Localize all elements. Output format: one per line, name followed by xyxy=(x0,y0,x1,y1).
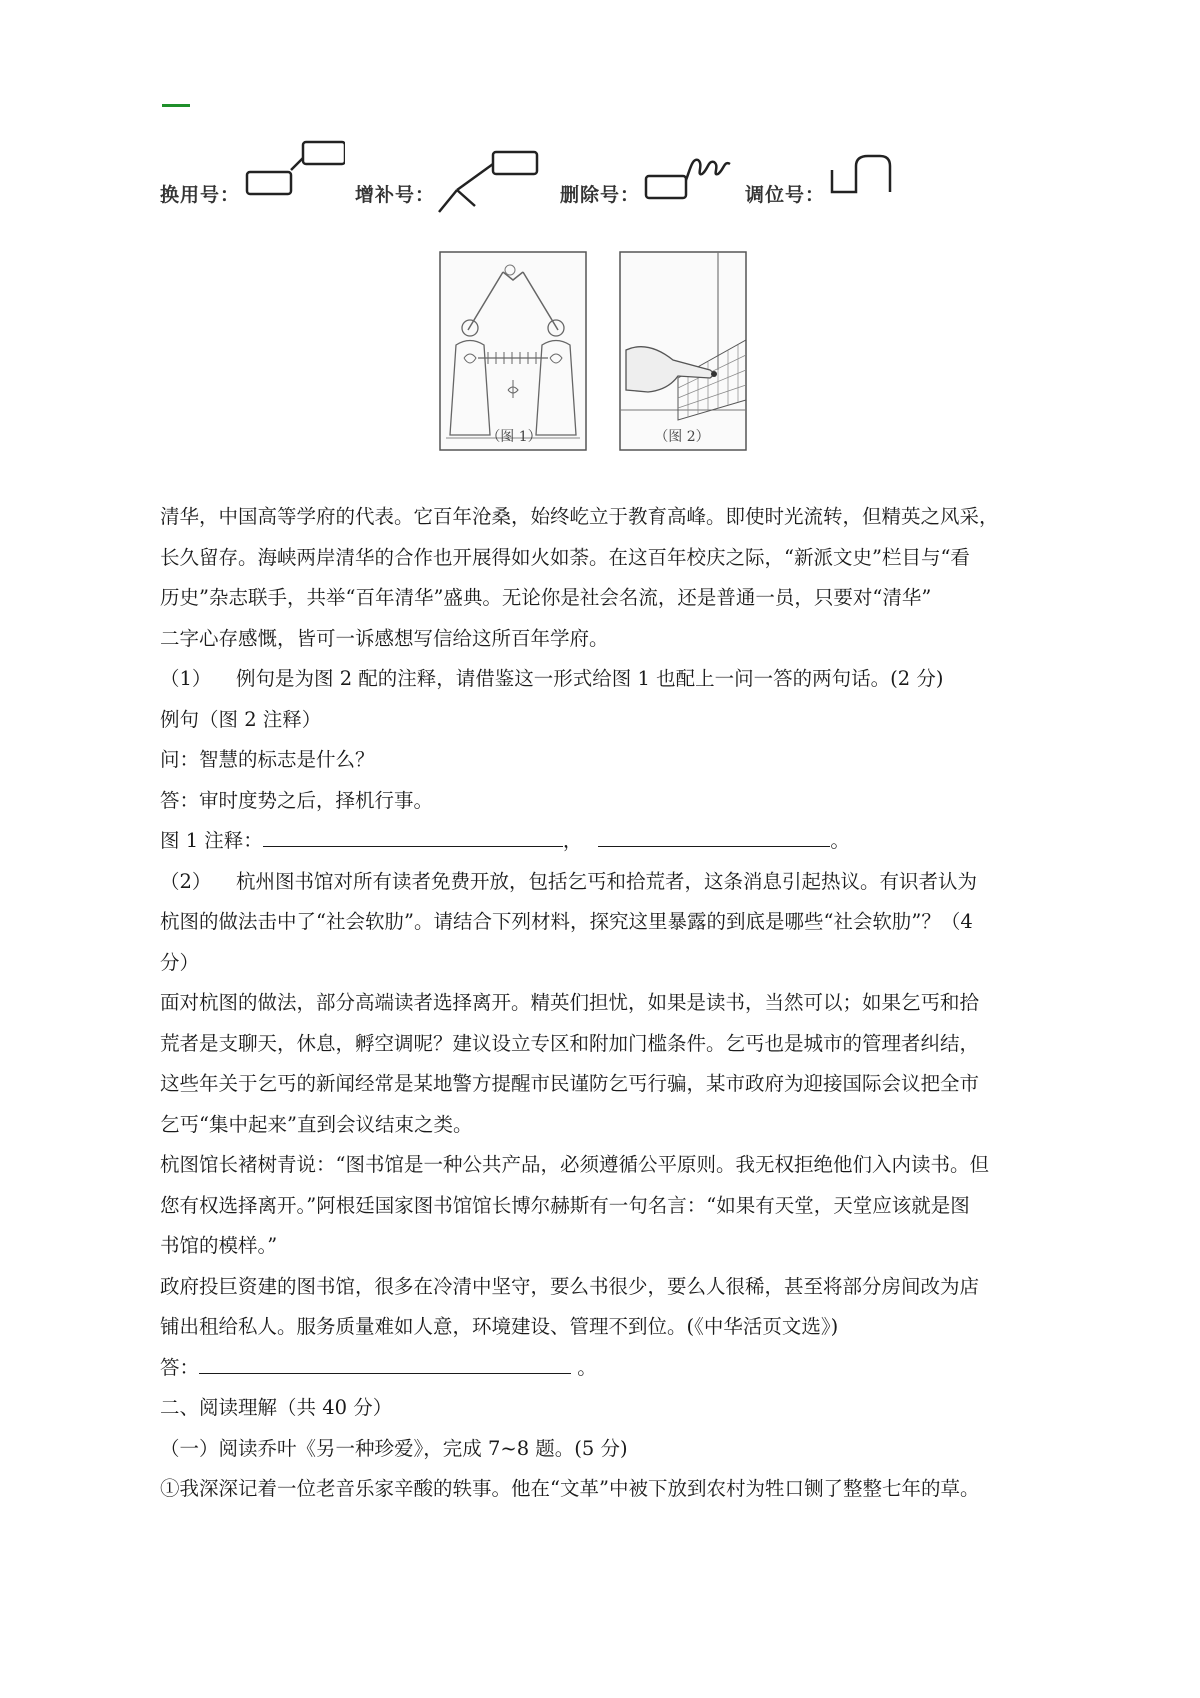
proofreading-marks-row xyxy=(160,140,960,230)
intro-line: 二字心存感慨，皆可一诉感想写信给这所百年学府。 xyxy=(160,626,609,650)
question-1-prompt: 例句是为图 2 配的注释，请借鉴这一形式给图 1 也配上一问一答的两句话。(2 分) xyxy=(236,667,944,690)
intro-line: 长久留存。海峡两岸清华的合作也开展得如火如荼。在这百年校庆之际，“新派文史”栏目与“看 xyxy=(160,545,970,569)
answer-blank-answer[interactable] xyxy=(598,826,830,847)
green-dash-mark xyxy=(162,104,190,107)
material-line: 这些年关于乞丐的新闻经常是某地警方提醒市民谨防乞丐行骗，某市政府为迎接国际会议把全市 xyxy=(160,1072,980,1095)
material-line: 杭图馆长褚树青说：“图书馆是一种公共产品，必须遵循公平原则。我无权拒绝他们入内读书。但 xyxy=(160,1153,989,1176)
answer-comma: ， xyxy=(562,829,583,852)
figures-area xyxy=(430,250,800,485)
document-body xyxy=(160,497,1055,1510)
reading-first-line: ①我深深记着一位老音乐家辛酸的轶事。他在“文革”中被下放到农村为牲口铡了整整七年的草。 xyxy=(160,1477,980,1500)
material-line: 铺出租给私人。服务质量难如人意，环境建设、管理不到位。(《中华活页文选》) xyxy=(160,1315,839,1338)
intro-line: 清华，中国高等学府的代表。它百年沧桑，始终屹立于教育高峰。即使时光流转，但精英之风采， xyxy=(160,505,999,528)
example-title: 例句（图 2 注释） xyxy=(160,707,322,731)
question-2-prompt-line: 杭图的做法击中了“社会软肋”。请结合下列材料，探究这里暴露的到底是哪些“社会软肋”？（4 xyxy=(160,910,973,933)
answer-period: 。 xyxy=(830,829,850,852)
figure-1-caption: （图 1） xyxy=(486,429,542,445)
insert-mark-label: 增补号： xyxy=(355,184,436,206)
question-2-answer-label: 答： xyxy=(160,1355,200,1379)
question-2-prompt-line: 分） xyxy=(160,950,200,974)
material-line: 荒者是支聊天，休息，孵空调呢？建议设立专区和附加门槛条件。乞丐也是城市的管理者纠结， xyxy=(160,1031,980,1055)
material-line: 面对杭图的做法，部分高端读者选择离开。精英们担忧，如果是读书，当然可以；如果乞丐和拾 xyxy=(160,991,980,1014)
question-2-answer-blank[interactable] xyxy=(199,1353,571,1374)
answer-blank-question[interactable] xyxy=(263,826,563,847)
delete-mark-icon xyxy=(644,150,754,210)
figure-1-answer-line xyxy=(160,821,1055,862)
figure-2-image xyxy=(618,250,748,455)
question-2-answer-line xyxy=(160,1348,1055,1389)
material-line: 您有权选择离开。”阿根廷国家图书馆馆长博尔赫斯有一句名言：“如果有天堂，天堂应该就是图 xyxy=(160,1193,970,1217)
figure-2-caption: （图 2） xyxy=(654,429,710,445)
question-2-prompt-line: 杭州图书馆对所有读者免费开放，包括乞丐和拾荒者，这条消息引起热议。有识者认为 xyxy=(236,869,978,893)
transpose-mark-icon xyxy=(828,152,898,202)
material-line: 书馆的模样。” xyxy=(160,1234,278,1257)
material-line: 乞丐“集中起来”直到会议结束之类。 xyxy=(160,1112,473,1136)
question-1-number: （1） xyxy=(160,667,212,690)
replace-mark-label: 换用号： xyxy=(160,184,241,206)
example-question: 问：智慧的标志是什么？ xyxy=(160,748,375,771)
insert-mark-icon xyxy=(435,148,555,218)
figure-1-answer-label: 图 1 注释： xyxy=(160,829,263,852)
material-line: 政府投巨资建的图书馆，很多在冷清中坚守，要么书很少，要么人很稀，甚至将部分房间改为店 xyxy=(160,1274,980,1298)
section-two-heading: 二、阅读理解（共 40 分） xyxy=(160,1396,393,1419)
question-1 xyxy=(160,659,1055,700)
example-answer: 答：审时度势之后，择机行事。 xyxy=(160,788,434,812)
transpose-mark-label: 调位号： xyxy=(745,184,826,206)
section-two-subheading: （一）阅读乔叶《另一种珍爱》，完成 7~8 题。(5 分) xyxy=(160,1436,628,1460)
delete-mark-label: 删除号： xyxy=(560,184,641,206)
question-2 xyxy=(160,862,1055,903)
figure-1-image xyxy=(438,250,588,455)
question-2-answer-period: 。 xyxy=(577,1355,597,1379)
replace-mark-icon xyxy=(245,140,345,210)
intro-line: 历史”杂志联手，共举“百年清华”盛典。无论你是社会名流，还是普通一员，只要对“清华” xyxy=(160,586,932,609)
question-2-number: （2） xyxy=(160,869,212,893)
